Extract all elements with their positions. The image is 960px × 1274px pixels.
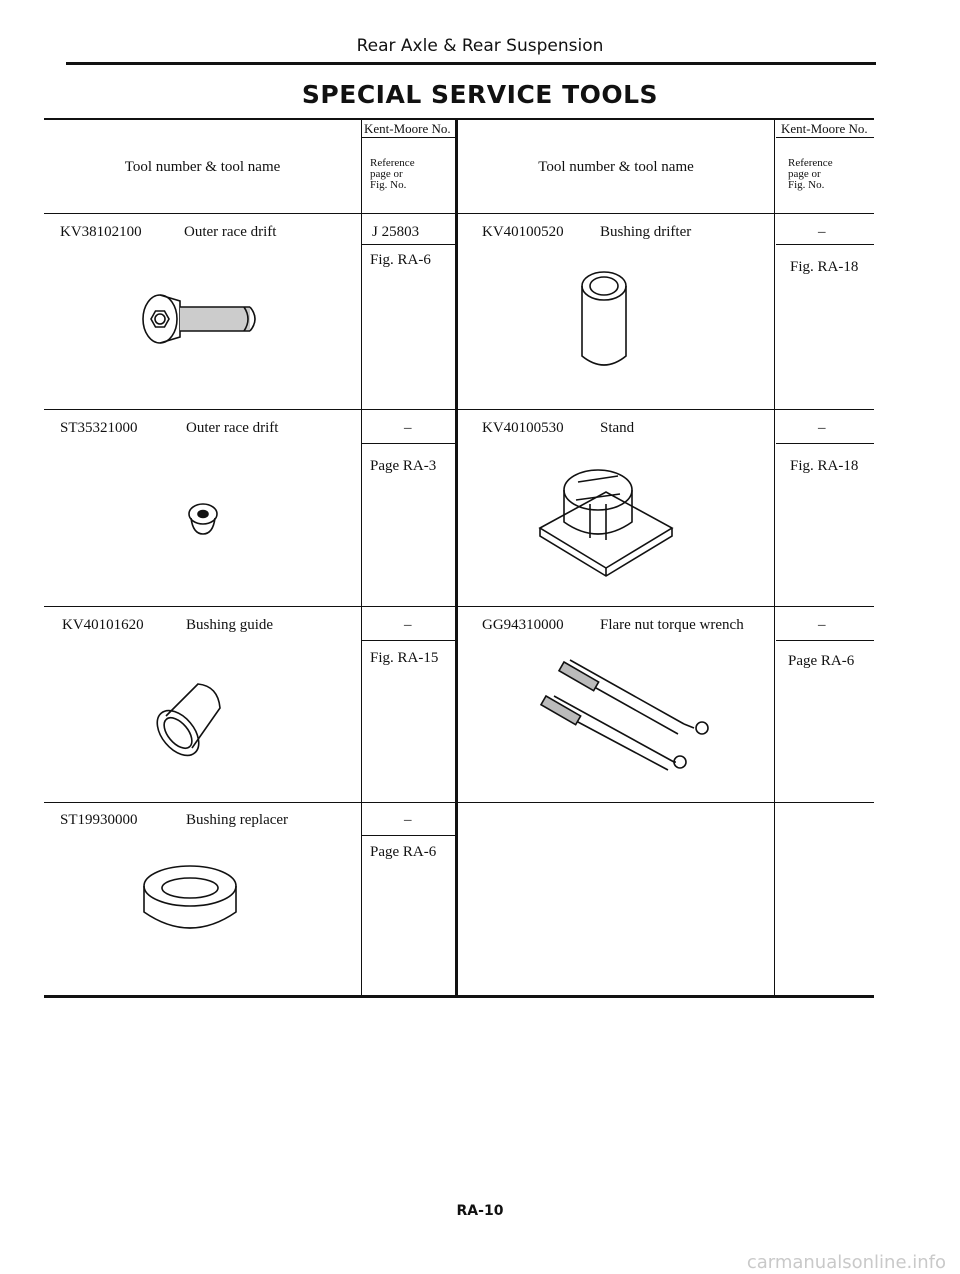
reference-line-3: Fig. No.: [370, 179, 407, 191]
outer-race-drift-small-icon: [183, 500, 223, 540]
vline-center: [455, 118, 458, 996]
tool-name: Flare nut torque wrench: [600, 617, 744, 633]
reference-value: Page RA-3: [370, 458, 437, 474]
row-sep-3-left: [44, 802, 456, 803]
row3-km-sep-left: [362, 640, 456, 641]
reference-line-2: page or: [788, 168, 821, 180]
reference-line-2: page or: [370, 168, 403, 180]
tool-number: GG94310000: [482, 617, 564, 633]
bushing-drifter-icon: [574, 268, 634, 378]
row1-km-sep-left: [362, 244, 456, 245]
page-number: RA-10: [456, 1203, 504, 1219]
tool-name: Stand: [600, 420, 635, 436]
table-top-rule-right: [458, 118, 874, 120]
reference-value: Fig. RA-6: [370, 252, 431, 268]
header-rule: [66, 62, 876, 65]
table-top-rule-left: [44, 118, 456, 120]
reference-line-1: Reference: [788, 157, 833, 169]
bushing-replacer-icon: [140, 862, 240, 942]
row2-km-sep-left: [362, 443, 456, 444]
tool-number: KV40100530: [482, 420, 564, 436]
tool-number: KV38102100: [60, 224, 142, 240]
watermark: carmanualsonline.info: [746, 1252, 946, 1273]
reference-heading-left: [370, 158, 415, 191]
tool-name: Bushing guide: [186, 617, 274, 633]
torque-wrench-icon: [534, 648, 724, 768]
vline-left-km: [361, 118, 362, 996]
tool-number: KV40101620: [62, 617, 144, 633]
tool-heading-left: Tool number & tool name: [124, 159, 281, 175]
tool-name: Bushing replacer: [186, 812, 289, 828]
kent-moore-number: –: [818, 224, 826, 240]
bushing-guide-icon: [158, 676, 230, 766]
kent-moore-number: –: [404, 617, 412, 633]
row2-km-sep-right: [776, 443, 874, 444]
vline-right-km: [774, 118, 775, 996]
kent-moore-number: –: [818, 617, 826, 633]
kent-moore-heading-left: Kent-Moore No.: [364, 121, 451, 136]
kent-moore-heading-right: Kent-Moore No.: [781, 121, 868, 136]
reference-value: Fig. RA-18: [790, 259, 859, 275]
row4-km-sep-left: [362, 835, 456, 836]
tool-heading-right: Tool number & tool name: [538, 159, 694, 175]
row-sep-1-right: [458, 409, 874, 410]
row-sep-2-right: [458, 606, 874, 607]
tool-number: ST19930000: [60, 812, 138, 828]
row1-km-sep-right: [776, 244, 874, 245]
tool-number: KV40100520: [482, 224, 564, 240]
row-sep-1-left: [44, 409, 456, 410]
reference-line-1: Reference: [370, 157, 415, 169]
stand-icon: [536, 464, 676, 580]
kent-moore-number: J 25803: [372, 224, 420, 240]
row3-km-sep-right: [776, 640, 874, 641]
reference-value: Page RA-6: [788, 653, 855, 669]
tool-name: Outer race drift: [186, 420, 279, 436]
tool-number: ST35321000: [60, 420, 138, 436]
page-title: SPECIAL SERVICE TOOLS: [301, 80, 659, 109]
reference-value: Fig. RA-15: [370, 650, 439, 666]
reference-value: Page RA-6: [370, 844, 437, 860]
tool-name: Outer race drift: [184, 224, 277, 240]
kent-moore-number: –: [404, 812, 412, 828]
row-sep-2-left: [44, 606, 456, 607]
reference-heading-right: [788, 158, 833, 191]
tool-name: Bushing drifter: [600, 224, 692, 240]
header-bottom-rule-right: [458, 213, 874, 214]
table-bottom-rule: [44, 995, 874, 998]
section-title: Rear Axle & Rear Suspension: [356, 36, 604, 56]
reference-line-3: Fig. No.: [788, 179, 825, 191]
km-ref-divider-left: [362, 137, 456, 138]
row-sep-3-right: [458, 802, 874, 803]
outer-race-drift-icon: [140, 287, 270, 357]
kent-moore-number: –: [818, 420, 826, 436]
kent-moore-number: –: [404, 420, 412, 436]
reference-value: Fig. RA-18: [790, 458, 859, 474]
km-ref-divider-right: [776, 137, 874, 138]
header-bottom-rule-left: [44, 213, 456, 214]
